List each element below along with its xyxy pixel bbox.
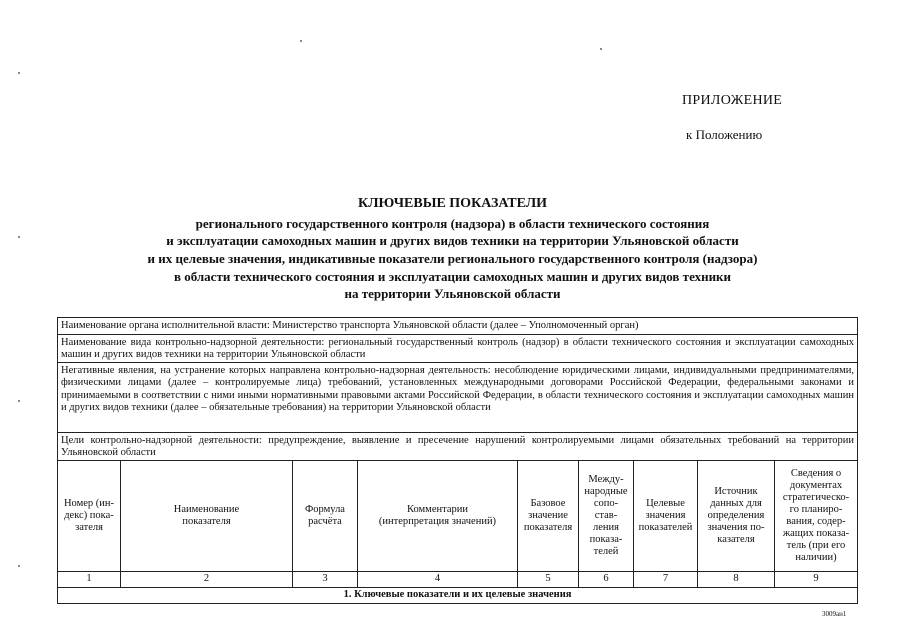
column-number: 2: [121, 572, 293, 587]
scan-speck: [18, 400, 20, 402]
doc-subtitle-line: и их целевые значения, индикативные показатели регионального государственного контроля (надзора): [147, 251, 758, 266]
col-header-international: Между- народные сопо- став- ления показа- телей: [579, 461, 634, 571]
info-row-negative-phenomena: Негативные явления, на устранение которых направлена контрольно-надзорная деятельность: несоблюдение юридическими лицами, индивидуальными предпринимателями, физическими лицами (далее – контролируемые лица) требований, установленных международными договорами Российской Федерации, федеральными законами и принимаемыми в соответствии с ними иными нормативными правовыми актами Российской Федерации, в области технического состояния и эксплуатации самоходных машин и других видов техники (далее – обязательные требования) на территории Ульяновской области: [58, 363, 857, 433]
column-number: 6: [579, 572, 634, 587]
footer-code: 3009ан1: [822, 610, 847, 618]
col-header-strategic-docs: Сведения о документах стратегическо- го планиро- вания, содер- жащих показа- тель (при его наличии): [782, 468, 850, 563]
scan-speck: [600, 48, 602, 50]
column-number: 8: [698, 572, 775, 587]
column-number: 4: [358, 572, 518, 587]
column-number: 3: [293, 572, 358, 587]
info-row-goals: Цели контрольно-надзорной деятельности: предупреждение, выявление и пресечение нарушений контролируемыми лицами обязательных требований на территории Ульяновской области: [58, 433, 857, 461]
column-number: 5: [518, 572, 579, 587]
scan-speck: [18, 72, 20, 74]
section-title-row: 1. Ключевые показатели и их целевые значения: [343, 589, 572, 600]
doc-title: КЛЮЧЕВЫЕ ПОКАЗАТЕЛИ: [357, 196, 548, 211]
col-header-name: Наименование показателя: [121, 461, 293, 571]
col-header-target-values: Целевые значения показателей: [634, 461, 698, 571]
column-number-row: [58, 572, 857, 588]
column-number: 9: [813, 573, 819, 584]
doc-subtitle-line: в области технического состояния и эксплуатации самоходных машин и других видов техники: [173, 269, 732, 284]
scan-speck: [300, 40, 302, 42]
col-header-base-value: Базовое значение показателя: [518, 461, 579, 571]
regulation-label: к Положению: [686, 127, 763, 142]
col-header-data-source: Источник данных для определения значения по- казателя: [698, 461, 775, 571]
column-number: 7: [634, 572, 698, 587]
col-header-formula: Формула расчёта: [293, 461, 358, 571]
doc-subtitle-line: регионального государственного контроля (надзора) в области технического состояния: [195, 216, 710, 231]
scan-speck: [18, 565, 20, 567]
column-number: 1: [58, 572, 121, 587]
col-header-comments: Комментарии (интерпретация значений): [358, 461, 518, 571]
doc-subtitle-line: на территории Ульяновской области: [344, 286, 561, 301]
info-row-authority: Наименование органа исполнительной власти: Министерство транспорта Ульяновской области (далее – Уполномоченный орган): [58, 318, 857, 335]
col-header-index: Номер (ин- декс) пока- зателя: [58, 461, 121, 571]
info-row-activity-type: Наименование вида контрольно-надзорной деятельности: региональный государственный контроль (надзор) в области технического состояния и эксплуатации самоходных машин и других видов техники на территории Ульяновской области: [58, 335, 857, 363]
doc-subtitle-line: и эксплуатации самоходных машин и других видов техники на территории Ульяновской области: [166, 233, 739, 248]
appendix-label: ПРИЛОЖЕНИЕ: [682, 93, 783, 108]
table-header-row: [58, 461, 857, 572]
indicators-table: [57, 317, 858, 604]
